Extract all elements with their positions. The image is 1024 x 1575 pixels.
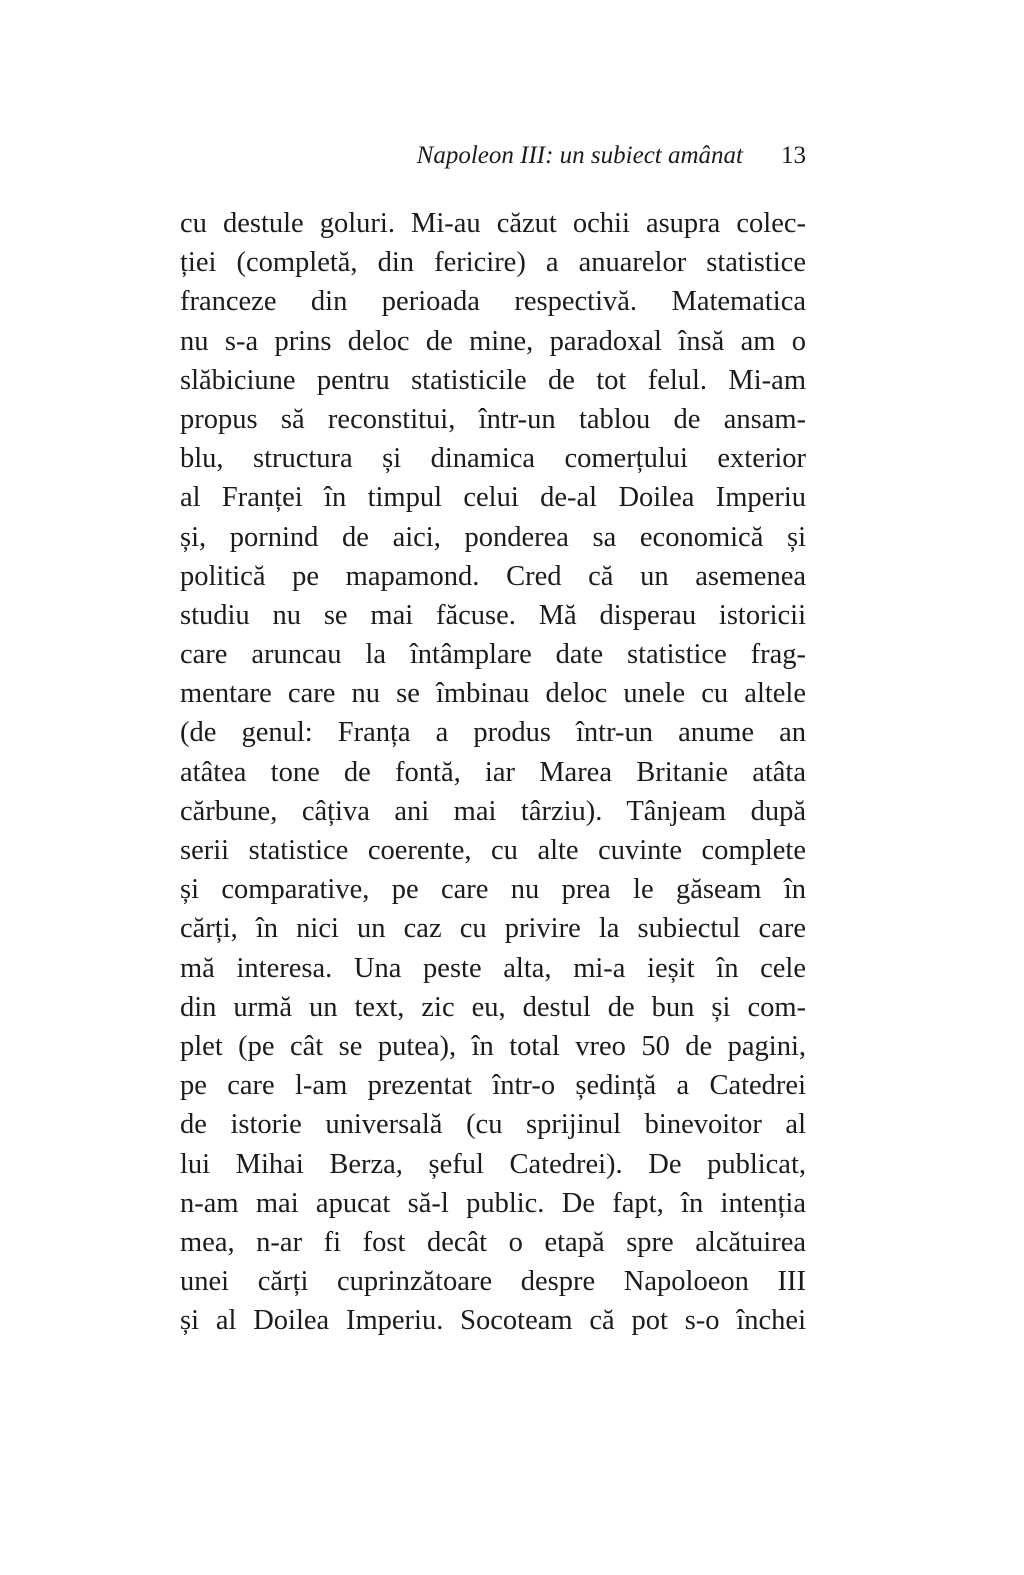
- text-line: care aruncau la întâmplare date statistice frag-: [180, 639, 806, 671]
- text-line: cu destule goluri. Mi-au căzut ochii asupra colec-: [180, 208, 806, 239]
- text-line: lui Mihai Berza, șeful Catedrei). De publicat,: [180, 1148, 806, 1180]
- text-line: mentare care nu se îmbinau deloc unele cu altele: [180, 678, 806, 710]
- text-line: și comparative, pe care nu prea le găseam în: [180, 874, 806, 906]
- running-header: [180, 142, 806, 178]
- text-line: din urmă un text, zic eu, destul de bun și com-: [180, 991, 806, 1023]
- running-title: Napoleon III: un subiect amânat: [416, 142, 743, 169]
- text-line: franceze din perioada respectivă. Matematica: [180, 286, 806, 318]
- text-line: propus să reconstitui, într-un tablou de ansam-: [180, 403, 806, 435]
- text-line: plet (pe cât se putea), în total vreo 50 de pagini,: [180, 1030, 806, 1062]
- text-line: de istorie universală (cu sprijinul binevoitor al: [180, 1109, 806, 1141]
- page-number: 13: [781, 142, 806, 169]
- text-line: studiu nu se mai făcuse. Mă disperau istoricii: [180, 599, 806, 631]
- text-line: unei cărți cuprinzătoare despre Napoloeon III: [180, 1266, 806, 1298]
- text-line: (de genul: Franța a produs într-un anume an: [180, 717, 806, 749]
- body-text: [180, 204, 806, 1340]
- text-line: cărbune, câțiva ani mai târziu). Tânjeam după: [180, 795, 806, 827]
- text-line: și al Doilea Imperiu. Socoteam că pot s-o închei: [180, 1305, 806, 1337]
- text-line: mea, n-ar fi fost decât o etapă spre alcătuirea: [180, 1226, 806, 1258]
- text-line: cărți, în nici un caz cu privire la subiectul care: [180, 913, 806, 945]
- text-line: n-am mai apucat să-l public. De fapt, în intenția: [180, 1187, 806, 1219]
- text-line: serii statistice coerente, cu alte cuvinte complete: [180, 835, 806, 866]
- text-line: slăbiciune pentru statisticile de tot felul. Mi-am: [180, 364, 806, 396]
- text-line: nu s-a prins deloc de mine, paradoxal însă am o: [180, 325, 806, 357]
- text-line: atâtea tone de fontă, iar Marea Britanie atâta: [180, 756, 806, 788]
- text-line: politică pe mapamond. Cred că un asemenea: [180, 560, 806, 592]
- text-line: blu, structura și dinamica comerțului exterior: [180, 443, 806, 475]
- text-line: al Franței în timpul celui de-al Doilea Imperiu: [180, 482, 806, 514]
- text-line: și, pornind de aici, ponderea sa economică și: [180, 521, 806, 553]
- text-line: ției (completă, din fericire) a anuarelor statistice: [180, 247, 806, 279]
- text-line: mă interesa. Una peste alta, mi-a ieșit în cele: [180, 952, 806, 984]
- text-line: pe care l-am prezentat într-o ședință a Catedrei: [180, 1070, 806, 1102]
